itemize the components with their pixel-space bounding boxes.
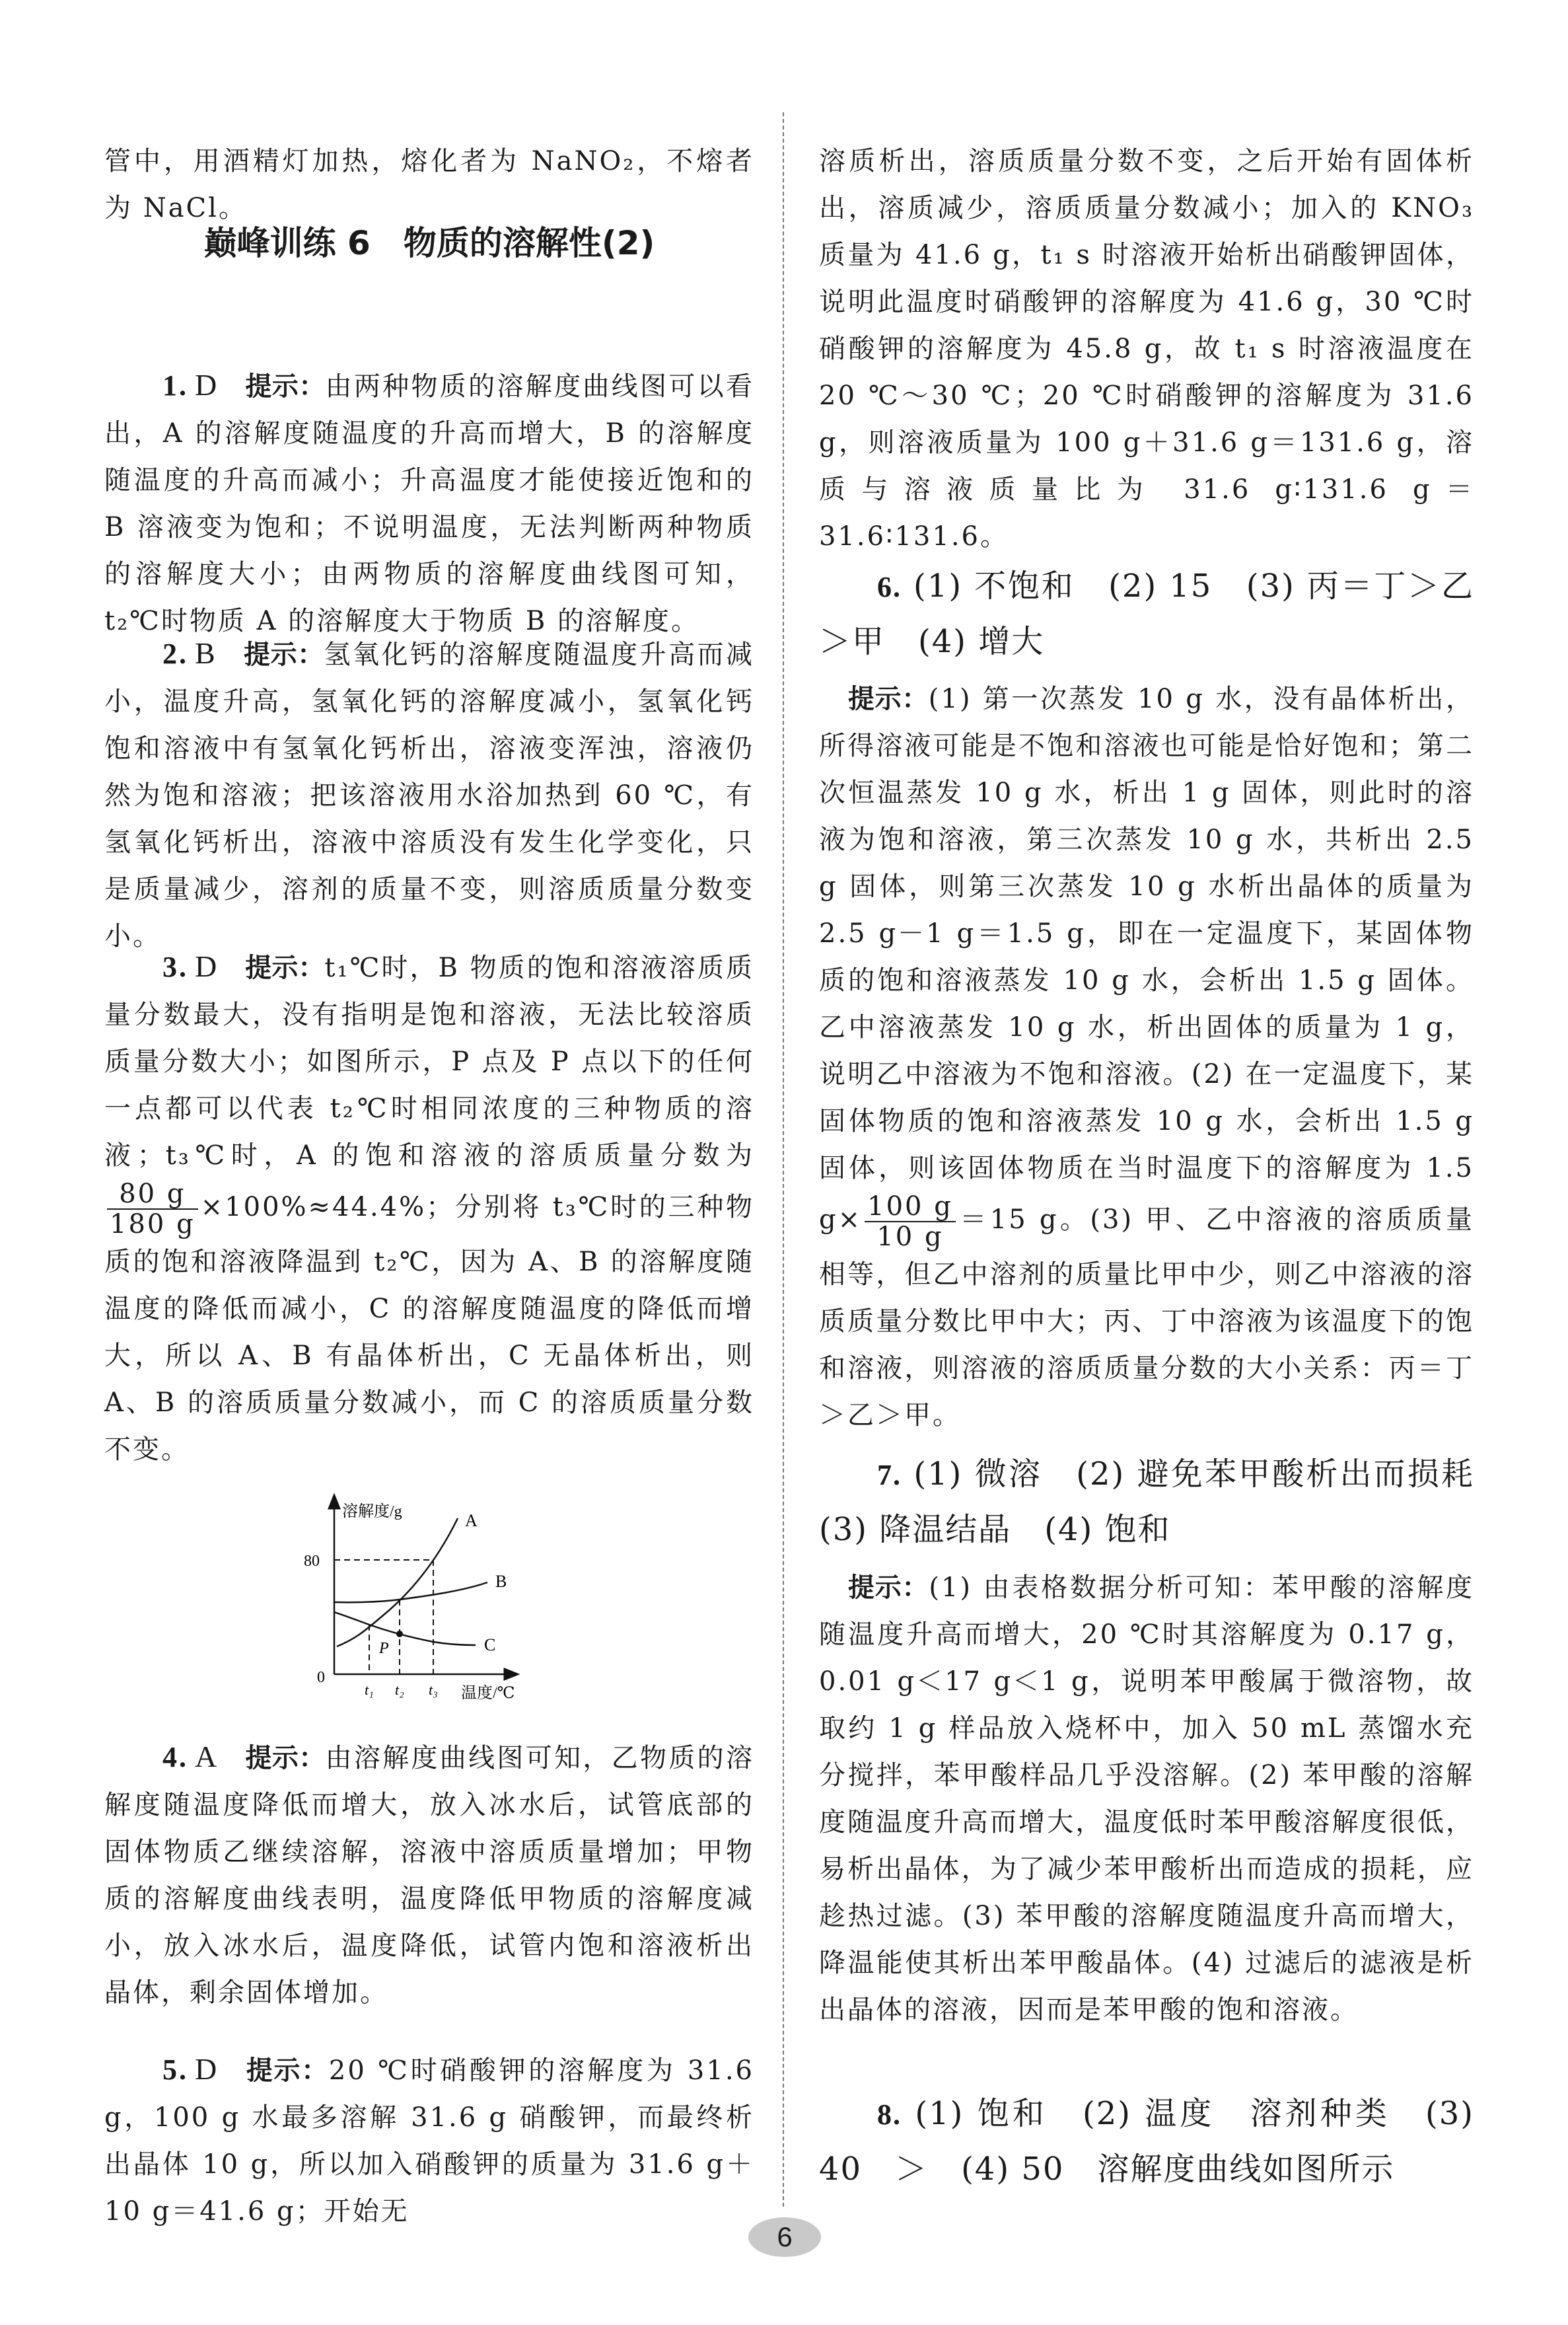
answer-2 (104, 630, 754, 960)
answer-6-hint (819, 676, 1474, 1439)
answer-5-continued: 溶质析出，溶质质量分数不变，之后开始有固体析出，溶质减少，溶质质量分数减小；加入的 KNO₃ 质量为 41.6 g，t₁ s 时溶液开始析出硝酸钾固体，说明此温度时硝酸钾的溶解度为 41.6 g，30 ℃时硝酸钾的溶解度为 45.8 g，故 t₁ s 时溶液温度在 20 ℃～30 ℃；20 ℃时硝酸钾的溶解度为 31.6 g，则溶液质量为 100 g＋31.6 g＝131.6 g，溶质与溶液质量比为 31.6 g∶131.6 g＝31.6∶131.6。 (819, 146, 1474, 552)
answer-1 (104, 361, 754, 645)
curve-b-label: B (495, 1572, 507, 1591)
answer-values: (1) 饱和 (2) 温度 溶剂种类 (3) 40 ＞ (4) 50 溶解度曲线如图所示 (819, 2095, 1474, 2188)
answer-7-hint (819, 1565, 1474, 2034)
answer-choice: B (195, 636, 217, 670)
question-number: 7. (877, 1459, 902, 1491)
curve-c-label: C (484, 1635, 496, 1654)
x-tick-t3: t₃ (429, 1681, 438, 1698)
question-number: 5. (162, 2053, 188, 2086)
section-title: 巅峰训练 6 物质的溶解性(2) (203, 224, 655, 262)
question-number: 6. (877, 571, 902, 603)
question-number: 4. (162, 1741, 188, 1773)
hint-label: 提示： (245, 2055, 329, 2086)
hint-label: 提示： (245, 953, 325, 983)
answer-4 (104, 1733, 754, 2016)
question-number: 1. (162, 369, 188, 402)
intro-line: 管中，用酒精灯加热，熔化者为 NaNO₂，不熔者为 NaCl。 (104, 146, 754, 223)
hint-label: 提示： (245, 1743, 326, 1773)
hint-text-continued: ×100%≈44.4%；分别将 t₃℃时的三种物质的饱和溶液降温到 t₂℃，因为 A、B 的溶解度随温度的降低而减小，C 的溶解度随温度的降低而增大，所以 A、B 有晶体析出，C 无晶体析出，则 A、B 的溶质质量分数减小，而 C 的溶质质量分数不变。 (104, 1192, 754, 1465)
curve-b (334, 1582, 487, 1602)
answer-3 (104, 943, 754, 1473)
hint-text-continued: ＝15 g。(3) 甲、乙中溶液的溶质质量相等，但乙中溶剂的质量比甲中少，则乙中溶液的溶质质量分数比甲中大；丙、丁中溶液为该温度下的饱和溶液，则溶液的溶质质量分数的大小关系：丙＝丁＞乙＞甲。 (819, 1204, 1474, 1430)
answer-values: (1) 微溶 (2) 避免苯甲酸析出而损耗 (3) 降温结晶 (4) 饱和 (819, 1456, 1507, 1548)
y-tick-80: 80 (304, 1553, 320, 1570)
hint-label: 提示： (243, 640, 324, 670)
fraction-denominator: 10 g (876, 1222, 944, 1252)
answer-choice: D (195, 949, 219, 983)
x-tick-t2: t₂ (395, 1681, 404, 1698)
question-number: 2. (162, 638, 188, 670)
hint-text: (1) 由表格数据分析可知：苯甲酸的溶解度随温度升高而增大，20 ℃时其溶解度为 0.17 g，0.01 g＜17 g＜1 g，说明苯甲酸属于微溶物，故取约 1 g 样品放入烧杯中，加入 50 mL 蒸馏水充分搅拌，苯甲酸样品几乎没溶解。(2) 苯甲酸的溶解度随温度升高而增大，温度低时苯甲酸溶解度很低，易析出晶体，为了减少苯甲酸析出而造成的损耗，应趁热过滤。(3) 苯甲酸的溶解度随温度升高而增大，降温能使其析出苯甲酸晶体。(4) 过滤后的滤液是析出晶体的溶液，因而是苯甲酸的饱和溶液。 (819, 1572, 1474, 2025)
hint-text: 氢氧化钙的溶解度随温度升高而减小，温度升高，氢氧化钙的溶解度减小，氢氧化钙饱和溶液中有氢氧化钙析出，溶液变浑浊，溶液仍然为饱和溶液；把该溶液用水浴加热到 60 ℃，有氢氧化钙析出，溶液中溶质没有发生化学变化，只是质量减少，溶剂的质量不变，则溶质质量分数变小。 (104, 640, 755, 951)
hint-text: (1) 第一次蒸发 10 g 水，没有晶体析出，所得溶液可能是不饱和溶液也可能是恰好饱和；第二次恒温蒸发 10 g 水，析出 1 g 固体，则此时的溶液为饱和溶液，第三次蒸发 10 g 水，共析出 2.5 g 固体，则第三次蒸发 10 g 水析出晶体的质量为 2.5 g－1 g＝1.5 g，即在一定温度下，某固体物质的饱和溶液蒸发 10 g 水，会析出 1.5 g 固体。乙中溶液蒸发 10 g 水，析出固体的质量为 1 g，说明乙中溶液为不饱和溶液。(2) 在一定温度下，某固体物质的饱和溶液蒸发 10 g 水，会析出 1.5 g 固体，则该固体物质在当时温度下的溶解度为 1.5 g× (819, 684, 1474, 1235)
y-axis-label: 溶解度/g (342, 1503, 402, 1520)
question-number: 8. (877, 2098, 902, 2131)
x-axis-label: 温度/℃ (461, 1685, 515, 1702)
x-tick-t1: t₁ (365, 1681, 374, 1698)
curve-c (334, 1612, 476, 1645)
curve-a-label: A (465, 1511, 478, 1530)
answer-5 (104, 2046, 754, 2235)
column-divider (783, 112, 784, 2207)
fraction-denominator: 180 g (110, 1209, 196, 1239)
hint-text: 由两种物质的溶解度曲线图可以看出，A 的溶解度随温度的升高而增大，B 的溶解度随温度的升高而减小；升高温度才能使接近饱和的 B 溶液变为饱和；不说明温度，无法判断两种物质的溶解度大小；由两物质的溶解度曲线图可知，t₂℃时物质 A 的溶解度大于物质 B 的溶解度。 (104, 371, 754, 636)
answer-choice: D (195, 368, 219, 402)
origin-label: 0 (317, 1669, 325, 1686)
curve-a (337, 1518, 458, 1646)
fraction (107, 1179, 198, 1239)
hint-text: t₁℃时，B 物质的饱和溶液溶质质量分数最大，没有指明是饱和溶液，无法比较溶质质量分数大小；如图所示，P 点及 P 点以下的任何一点都可以代表 t₂℃时相同浓度的三种物质的溶液；t₃℃时，A 的饱和溶液的溶质质量分数为 (104, 953, 755, 1171)
point-p (396, 1631, 403, 1637)
fraction-numerator: 80 g (107, 1179, 198, 1210)
hint-text: 20 ℃时硝酸钾的溶解度为 31.6 g，100 g 水最多溶解 31.6 g 硝酸钾，而最终析出晶体 10 g，所以加入硝酸钾的质量为 31.6 g＋10 g＝41.6 g；开始无 (104, 2055, 754, 2227)
hint-label: 提示： (848, 1572, 929, 1603)
page-number: 6 (748, 2217, 821, 2257)
fraction-numerator: 100 g (865, 1192, 956, 1222)
hint-label: 提示： (848, 684, 929, 714)
fraction (865, 1192, 956, 1251)
answer-values: (1) 不饱和 (2) 15 (3) 丙＝丁＞乙＞甲 (4) 增大 (819, 568, 1474, 660)
answer-7 (819, 1447, 1507, 1557)
answer-choice: A (195, 1740, 219, 1773)
answer-choice: D (195, 2052, 219, 2086)
answer-8 (819, 2086, 1474, 2196)
point-p-label: P (379, 1640, 389, 1657)
hint-text: 由溶解度曲线图可知，乙物质的溶解度随温度降低而增大，放入冰水后，试管底部的固体物质乙继续溶解，溶液中溶质质量增加；甲物质的溶解度曲线表明，温度降低甲物质的溶解度减小，放入冰水后，温度降低，试管内饱和溶液析出晶体，剩余固体增加。 (104, 1743, 754, 2008)
solubility-curve-figure (277, 1480, 594, 1718)
answer-6 (819, 559, 1474, 669)
question-number: 3. (162, 951, 188, 983)
hint-label: 提示： (245, 371, 326, 402)
